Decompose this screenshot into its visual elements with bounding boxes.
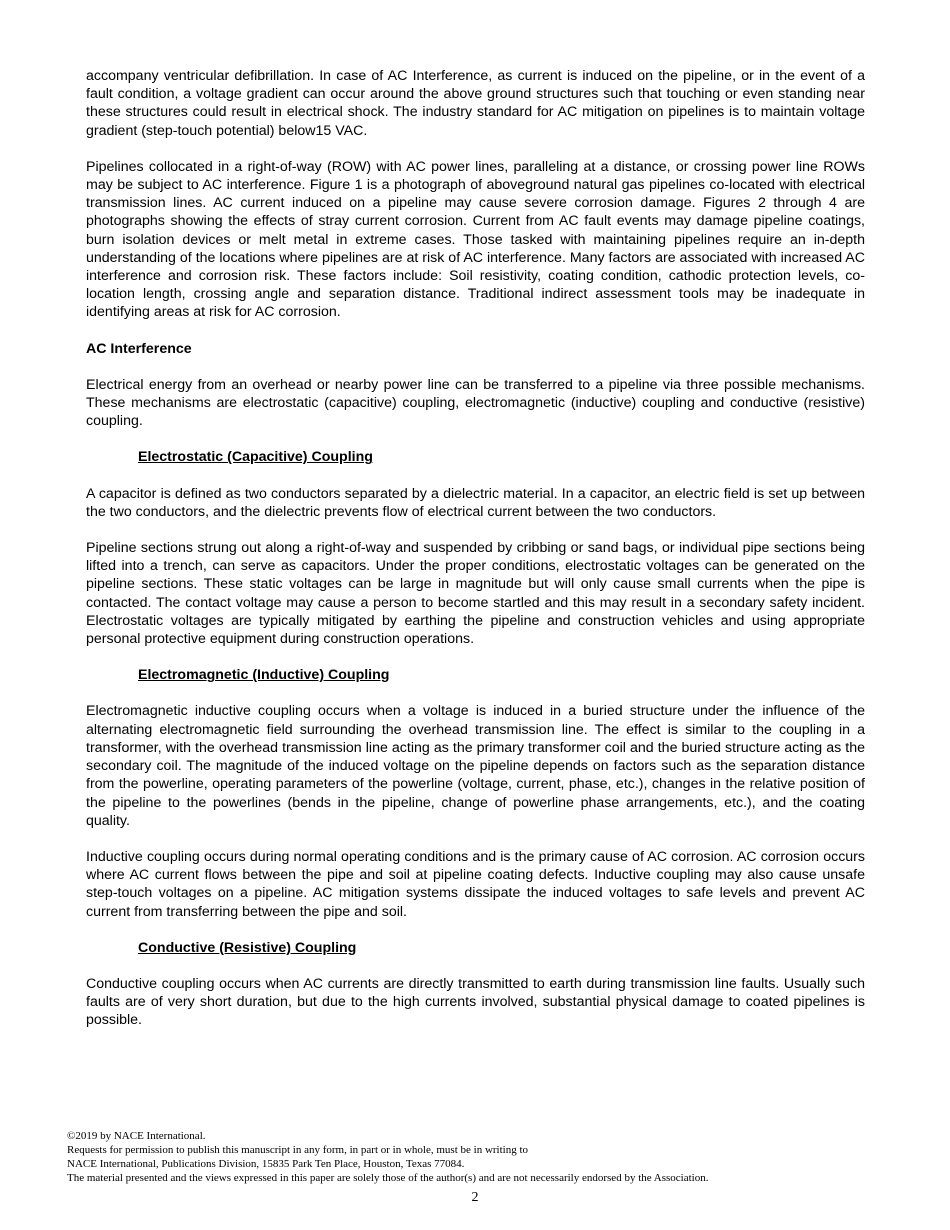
footer-address-line: NACE International, Publications Division, 15835 Park Ten Place, Houston, Texas 77084.: [67, 1158, 465, 1170]
paragraph-conductive-coupling: Conductive coupling occurs when AC currents are directly transmitted to earth during transmission line faults. Usually such faults are of very short duration, but due to the high currents involved, substantial physical damage to coated pipelines is possible.: [86, 975, 865, 1029]
footer-disclaimer-line: The material presented and the views expressed in this paper are solely those of the author(s) and are not necessarily endorsed by the Association.: [67, 1172, 709, 1184]
footer-copyright-line: ©2019 by NACE International.: [67, 1130, 206, 1142]
section-heading-ac-interference: AC Interference: [86, 340, 192, 357]
paragraph-electrostatic-voltages: Pipeline sections strung out along a right-of-way and suspended by cribbing or sand bags, or individual pipe sections being lifted into a trench, can serve as capacitors. Under the proper conditions, electrostatic voltages can be generated on the pipeline sections. These static voltages can be large in magnitude but will only cause small currents when the pipe is contacted. The contact voltage may cause a person to become startled and this may result in a secondary safety incident. Electrostatic voltages are typically mitigated by earthing the pipeline and construction vehicles and using appropriate personal protective equipment during construction operations.: [86, 540, 865, 648]
paragraph-intro-continuation: accompany ventricular defibrillation. In case of AC Interference, as current is induced on the pipeline, or in the event of a fault condition, a voltage gradient can occur around the above ground structures such that touching or even standing near these structures could result in electrical shock. The industry standard for AC mitigation on pipelines is to maintain voltage gradient (step-touch potential) below15 VAC.: [86, 68, 865, 139]
page-number: 2: [471, 1190, 479, 1205]
footer-permission-line: Requests for permission to publish this manuscript in any form, in part or in whole, must be in writing to: [67, 1144, 529, 1156]
paragraph-capacitor-definition: A capacitor is defined as two conductors separated by a dielectric material. In a capacitor, an electric field is set up between the two conductors, and the dielectric prevents flow of electrical current between the two conductors.: [86, 485, 865, 520]
subheading-conductive-coupling: Conductive (Resistive) Coupling: [138, 939, 357, 956]
copyright-footer: [67, 1129, 887, 1185]
paragraph-row-colocation: Pipelines collocated in a right-of-way (ROW) with AC power lines, paralleling at a distance, or crossing power line ROWs may be subject to AC interference. Figure 1 is a photograph of aboveground natural gas pipelines co-located with electrical transmission lines. AC current induced on a pipeline may cause severe corrosion damage. Figures 2 through 4 are photographs showing the effects of stray current corrosion. Current from AC fault events may damage pipeline coatings, burn isolation devices or melt metal in extreme cases. Those tasked with maintaining pipelines require an in-depth understanding of the locations where pipelines are at risk of AC interference. Many factors are associated with increased AC interference and corrosion risk. These factors include: Soil resistivity, coating condition, cathodic protection levels, co-location length, crossing angle and separation distance. Traditional indirect assessment tools may be inadequate in identifying areas at risk for AC corrosion.: [86, 158, 865, 321]
paragraph-inductive-coupling-description: Electromagnetic inductive coupling occurs when a voltage is induced in a buried structure under the influence of the alternating electromagnetic field surrounding the overhead transmission line. The effect is similar to the coupling in a transformer, with the overhead transmission line acting as the primary transformer coil and the buried structure acting as the secondary coil. The magnitude of the induced voltage on the pipeline depends on factors such as the separation distance from the powerline, operating parameters of the powerline (voltage, current, phase, etc.), changes in the relative position of the pipeline to the powerlines (bends in the pipeline, change of powerline phase arrangements, etc.), and the coating quality.: [86, 703, 865, 829]
paragraph-inductive-coupling-corrosion: Inductive coupling occurs during normal operating conditions and is the primary cause of AC corrosion. AC corrosion occurs where AC current flows between the pipe and soil at pipeline coating defects. Inductive coupling may also cause unsafe step-touch voltages on a pipeline. AC mitigation systems dissipate the induced voltages to safe levels and prevent AC current from transferring between the pipe and soil.: [86, 848, 865, 920]
subheading-electrostatic-coupling: Electrostatic (Capacitive) Coupling: [138, 449, 373, 466]
paragraph-coupling-mechanisms: Electrical energy from an overhead or nearby power line can be transferred to a pipeline via three possible mechanisms. These mechanisms are electrostatic (capacitive) coupling, electromagnetic (inductive) coupling and conductive (resistive) coupling.: [86, 376, 865, 430]
subheading-electromagnetic-coupling: Electromagnetic (Inductive) Coupling: [138, 667, 390, 684]
document-body: [86, 67, 865, 1048]
